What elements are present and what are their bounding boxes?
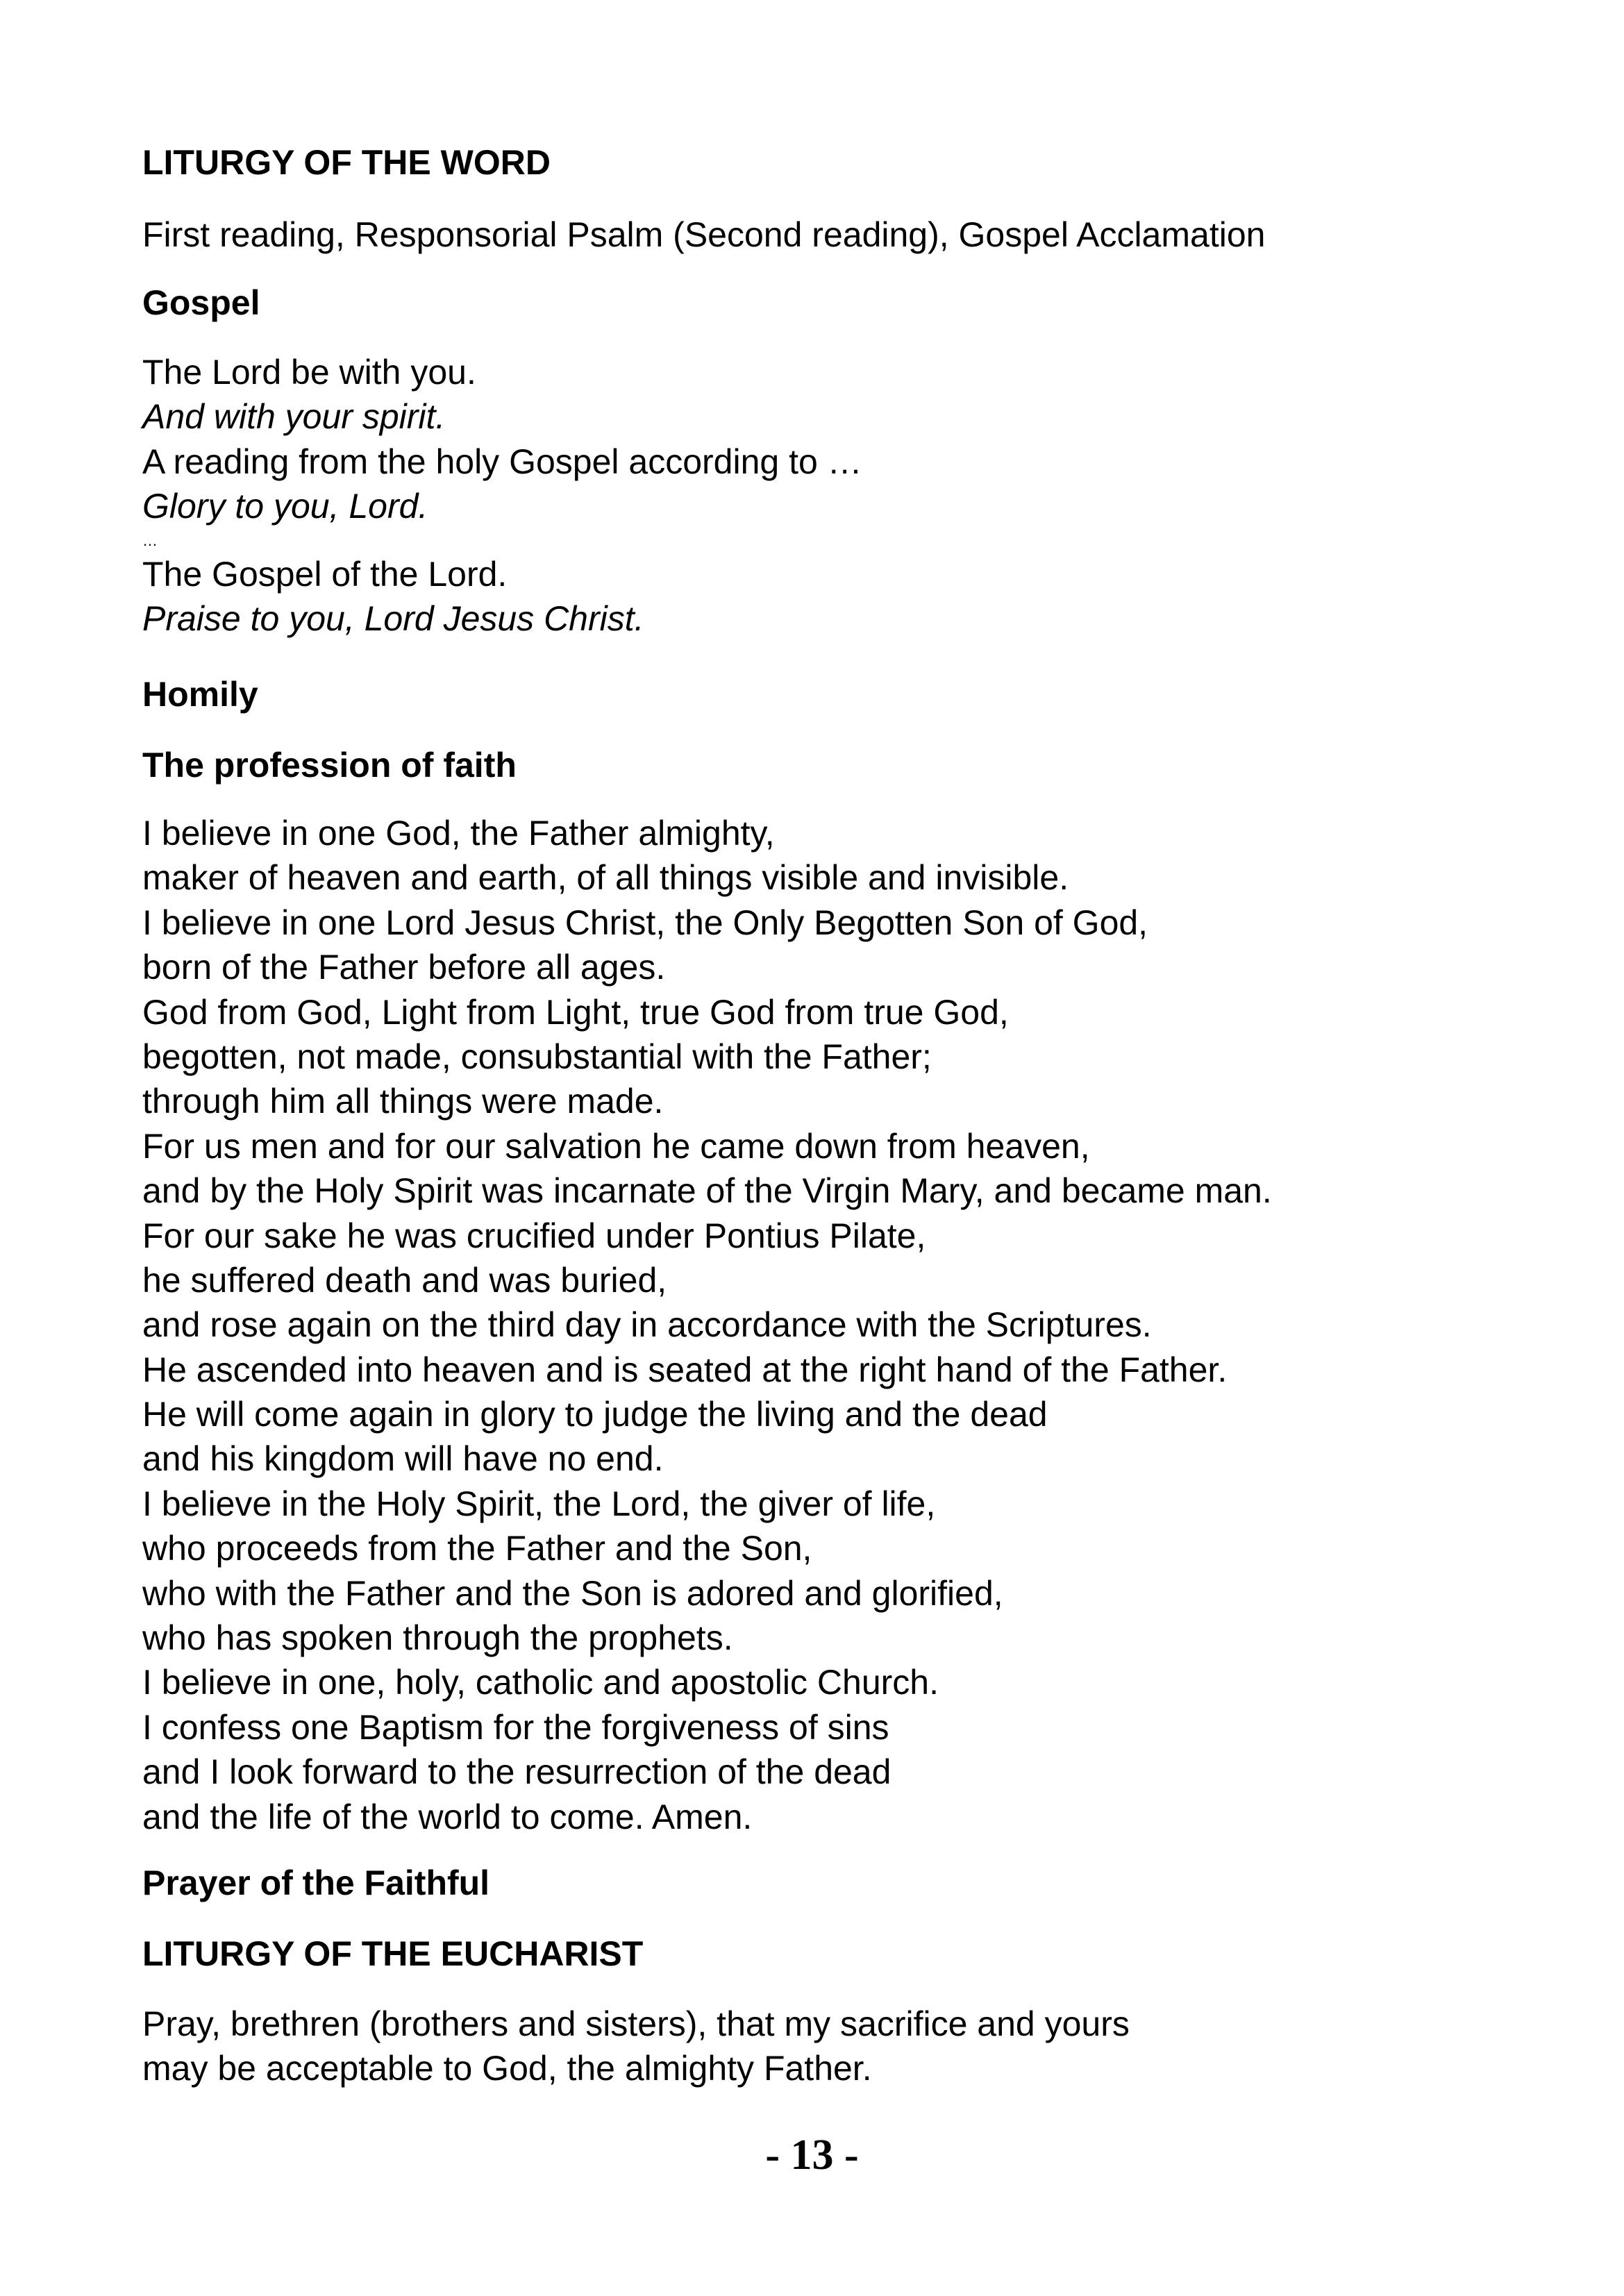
creed-line: who with the Father and the Son is adored and glorified, — [142, 1573, 1003, 1613]
creed-line: For our sake he was crucified under Pontius Pilate, — [142, 1216, 926, 1255]
creed-line: he suffered death and was buried, — [142, 1260, 667, 1300]
creed-line: I confess one Baptism for the forgiveness of sins — [142, 1707, 889, 1747]
creed-line: born of the Father before all ages. — [142, 948, 666, 987]
prayer-of-the-faithful-heading: Prayer of the Faithful — [142, 1863, 490, 1902]
gospel-dialogue — [142, 350, 862, 529]
dialogue-response: And with your spirit. — [142, 397, 446, 437]
creed-line: who has spoken through the prophets. — [142, 1618, 733, 1658]
invitation-line: Pray, brethren (brothers and sisters), that my sacrifice and yours — [142, 2004, 1130, 2043]
dialogue-response: Glory to you, Lord. — [142, 487, 428, 526]
creed-line: I believe in one Lord Jesus Christ, the Only Begotten Son of God, — [142, 903, 1148, 942]
creed-text — [142, 811, 1272, 1839]
profession-of-faith-heading: The profession of faith — [142, 746, 517, 785]
dialogue-line: The Lord be with you. — [142, 353, 476, 392]
dialogue-line: A reading from the holy Gospel according to … — [142, 442, 862, 481]
omission-ellipsis: … — [142, 532, 158, 549]
gospel-ending — [142, 552, 644, 642]
creed-line: through him all things were made. — [142, 1082, 664, 1121]
pray-brethren-text — [142, 2002, 1130, 2091]
creed-line: God from God, Light from Light, true God from true God, — [142, 992, 1009, 1032]
liturgy-of-the-word-description: First reading, Responsorial Psalm (Second reading), Gospel Acclamation — [142, 215, 1266, 254]
creed-line: begotten, not made, consubstantial with the Father; — [142, 1037, 932, 1076]
creed-line: and I look forward to the resurrection of the dead — [142, 1752, 891, 1792]
creed-line: maker of heaven and earth, of all things visible and invisible. — [142, 858, 1069, 898]
liturgy-of-the-word-heading: LITURGY OF THE WORD — [142, 143, 551, 182]
creed-line: and the life of the world to come. Amen. — [142, 1797, 753, 1836]
creed-line: I believe in the Holy Spirit, the Lord, the giver of life, — [142, 1484, 936, 1523]
dialogue-response: Praise to you, Lord Jesus Christ. — [142, 599, 644, 639]
creed-line: and rose again on the third day in accordance with the Scriptures. — [142, 1305, 1152, 1345]
liturgy-of-the-eucharist-heading: LITURGY OF THE EUCHARIST — [142, 1934, 644, 1973]
creed-line: and his kingdom will have no end. — [142, 1439, 664, 1479]
creed-line: who proceeds from the Father and the Son, — [142, 1529, 812, 1568]
creed-line: For us men and for our salvation he came down from heaven, — [142, 1126, 1090, 1166]
creed-line: I believe in one God, the Father almighty, — [142, 814, 775, 853]
creed-line: I believe in one, holy, catholic and apostolic Church. — [142, 1663, 939, 1702]
dialogue-line: The Gospel of the Lord. — [142, 555, 508, 594]
homily-heading: Homily — [142, 675, 258, 714]
invitation-line: may be acceptable to God, the almighty Father. — [142, 2049, 872, 2088]
creed-line: and by the Holy Spirit was incarnate of the Virgin Mary, and became man. — [142, 1171, 1272, 1211]
creed-line: He ascended into heaven and is seated at the right hand of the Father. — [142, 1350, 1228, 1389]
gospel-heading: Gospel — [142, 283, 260, 322]
page-number: - 13 - — [765, 2131, 859, 2179]
creed-line: He will come again in glory to judge the living and the dead — [142, 1395, 1048, 1434]
document-page — [142, 0, 1531, 2296]
